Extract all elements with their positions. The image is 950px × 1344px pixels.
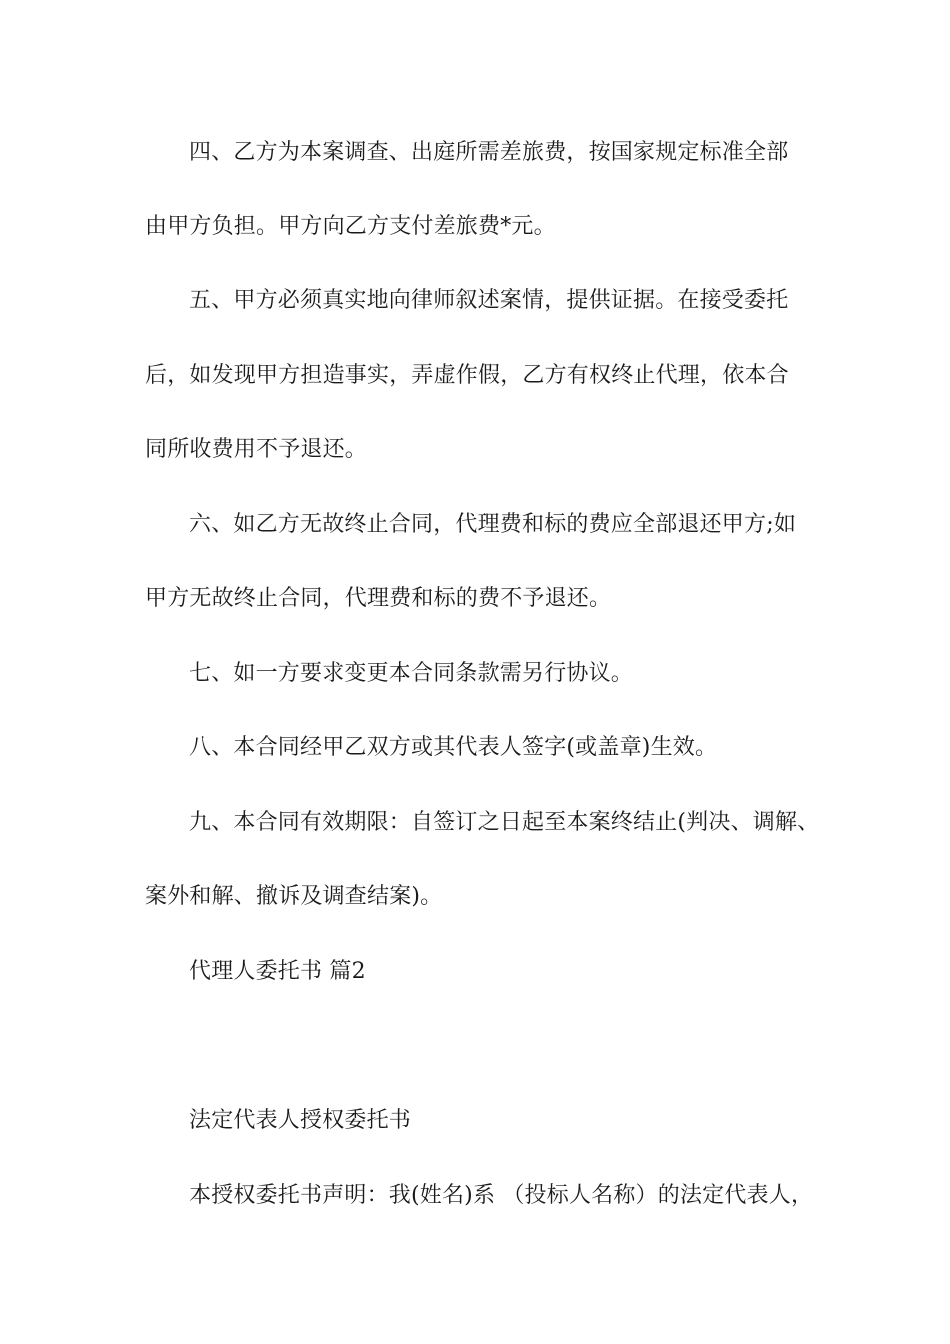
- clause-9-line-2: 案外和解、撤诉及调查结案)。: [145, 884, 443, 909]
- clause-6-line-2: 甲方无故终止合同，代理费和标的费不予退还。: [145, 586, 612, 611]
- section-heading: 代理人委托书 篇2: [189, 959, 366, 984]
- clause-6-line-1: 六、如乙方无故终止合同，代理费和标的费应全部退还甲方;如: [189, 512, 797, 537]
- clause-5-line-2: 后，如发现甲方担造事实，弄虚作假，乙方有权终止代理，依本合: [145, 363, 789, 388]
- clause-5-line-1: 五、甲方必须真实地向律师叙述案情，提供证据。在接受委托: [189, 288, 789, 313]
- authorization-statement: 本授权委托书声明：我(姓名)系 （投标人名称）的法定代表人，: [189, 1183, 814, 1208]
- clause-4-line-2: 由甲方负担。甲方向乙方支付差旅费*元。: [145, 214, 556, 239]
- clause-9-line-1: 九、本合同有效期限：自签订之日起至本案终结止(判决、调解、: [189, 810, 820, 835]
- clause-7: 七、如一方要求变更本合同条款需另行协议。: [189, 661, 634, 686]
- authorization-title: 法定代表人授权委托书: [189, 1108, 412, 1133]
- clause-8: 八、本合同经甲乙双方或其代表人签字(或盖章)生效。: [189, 735, 718, 760]
- clause-4-line-1: 四、乙方为本案调查、出庭所需差旅费，按国家规定标准全部: [189, 140, 789, 165]
- clause-5-line-3: 同所收费用不予退还。: [145, 437, 368, 462]
